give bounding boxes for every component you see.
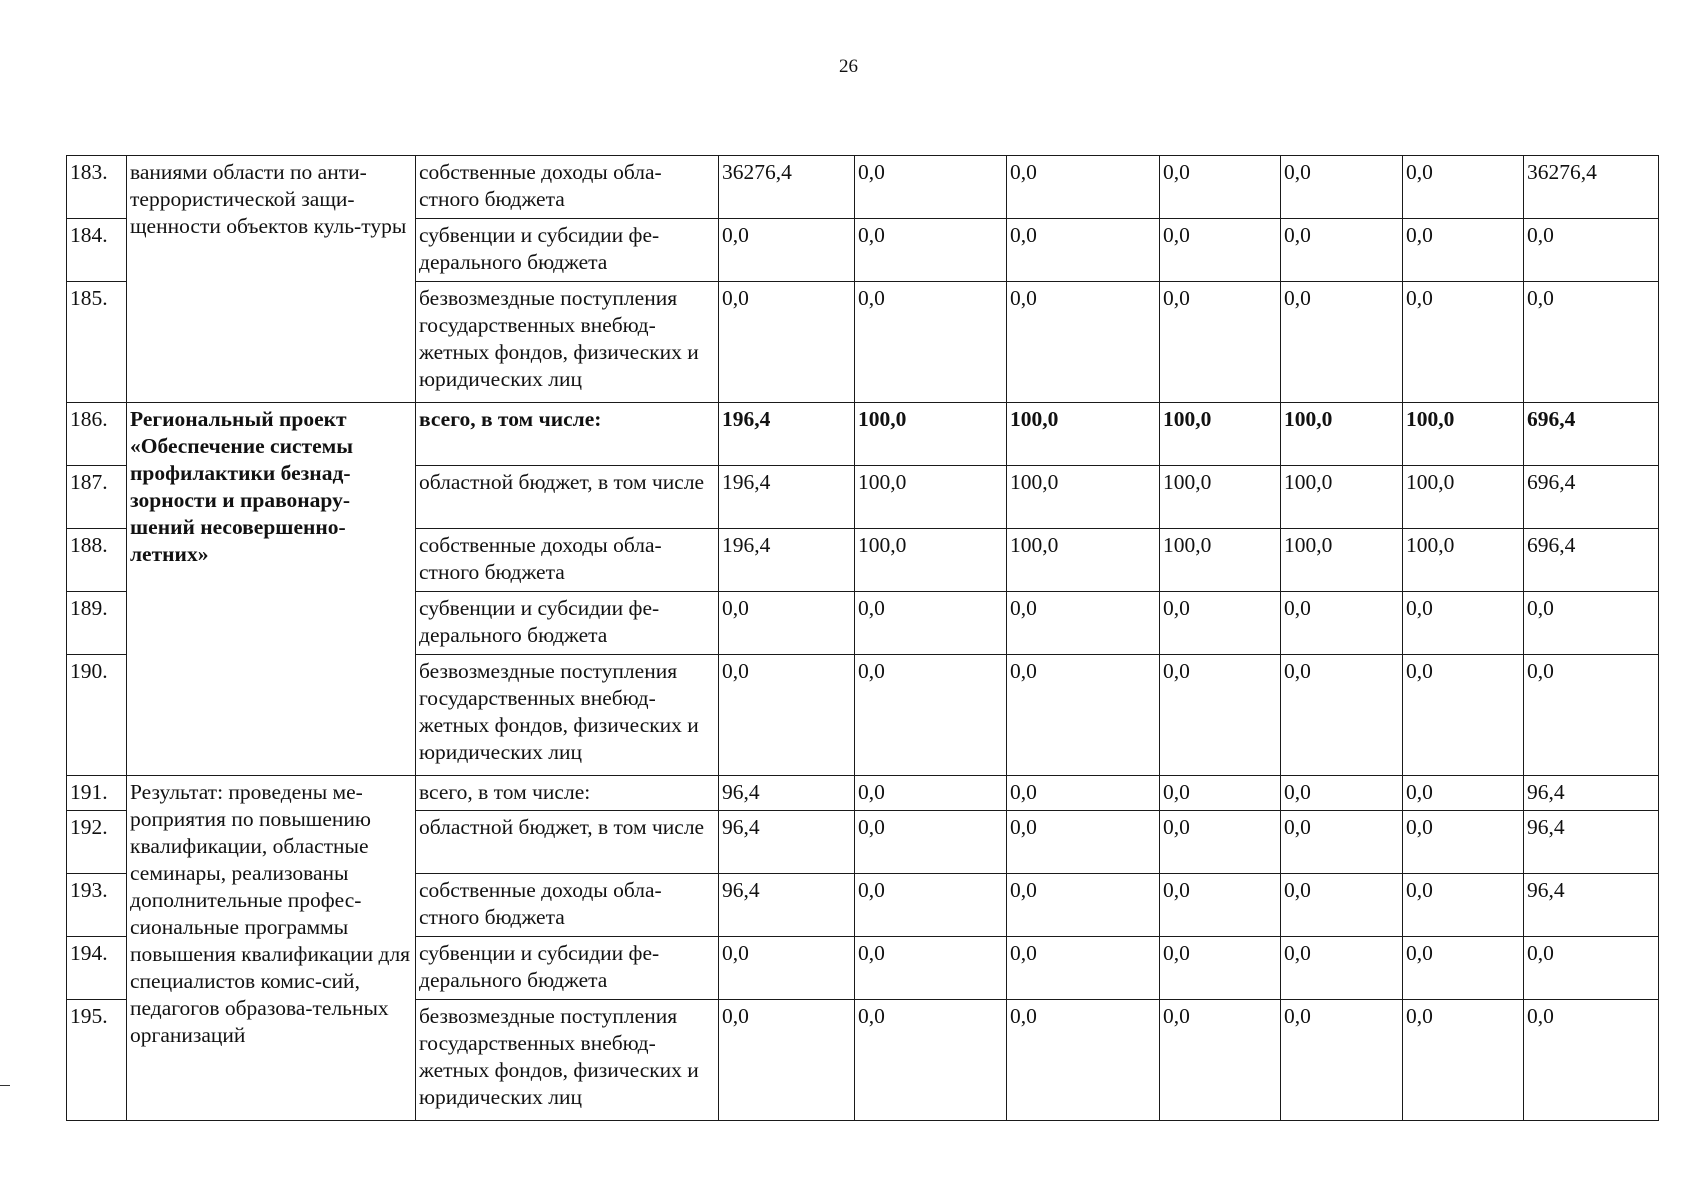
year-value: 96,4: [719, 776, 855, 811]
year-value: 100,0: [1403, 529, 1524, 592]
year-value: 0,0: [1403, 219, 1524, 282]
year-value: 0,0: [1007, 219, 1160, 282]
year-value: 0,0: [1160, 874, 1281, 937]
year-value: 100,0: [1007, 466, 1160, 529]
year-value: 196,4: [719, 529, 855, 592]
year-value: 0,0: [719, 592, 855, 655]
year-value: 0,0: [1281, 592, 1403, 655]
year-value: 0,0: [1403, 811, 1524, 874]
total-value: 0,0: [1524, 592, 1659, 655]
year-value: 100,0: [1281, 403, 1403, 466]
year-value: 0,0: [1403, 592, 1524, 655]
year-value: 0,0: [1403, 1000, 1524, 1121]
year-value: 100,0: [1160, 466, 1281, 529]
total-value: 696,4: [1524, 403, 1659, 466]
total-value: 96,4: [1524, 811, 1659, 874]
year-value: 0,0: [855, 1000, 1007, 1121]
funding-source: субвенции и субсидии фе-дерального бюджета: [416, 937, 719, 1000]
year-value: 0,0: [719, 219, 855, 282]
year-value: 0,0: [1160, 282, 1281, 403]
year-value: 100,0: [855, 466, 1007, 529]
year-value: 0,0: [1160, 156, 1281, 219]
row-number: 194.: [67, 937, 127, 1000]
funding-source: собственные доходы обла-стного бюджета: [416, 529, 719, 592]
table-row: [67, 776, 1659, 811]
row-number: 185.: [67, 282, 127, 403]
year-value: 0,0: [1281, 811, 1403, 874]
year-value: 0,0: [1281, 874, 1403, 937]
total-value: 0,0: [1524, 655, 1659, 776]
funding-source: областной бюджет, в том числе: [416, 811, 719, 874]
year-value: 0,0: [719, 282, 855, 403]
year-value: 100,0: [1007, 403, 1160, 466]
year-value: 36276,4: [719, 156, 855, 219]
year-value: 0,0: [1403, 937, 1524, 1000]
year-value: 0,0: [1007, 655, 1160, 776]
year-value: 96,4: [719, 874, 855, 937]
funding-source: субвенции и субсидии фе-дерального бюджета: [416, 592, 719, 655]
item-description: ваниями области по анти-террористической защи-щенности объектов куль-туры: [127, 156, 416, 403]
year-value: 0,0: [1160, 219, 1281, 282]
year-value: 0,0: [1403, 282, 1524, 403]
year-value: 0,0: [1007, 937, 1160, 1000]
year-value: 0,0: [1007, 156, 1160, 219]
year-value: 0,0: [1281, 156, 1403, 219]
total-value: 0,0: [1524, 937, 1659, 1000]
year-value: 0,0: [855, 655, 1007, 776]
year-value: 196,4: [719, 403, 855, 466]
year-value: 0,0: [855, 282, 1007, 403]
year-value: 0,0: [1160, 655, 1281, 776]
year-value: 100,0: [1403, 466, 1524, 529]
year-value: 0,0: [855, 874, 1007, 937]
row-number: 191.: [67, 776, 127, 811]
year-value: 0,0: [1281, 219, 1403, 282]
year-value: 0,0: [1160, 937, 1281, 1000]
item-description: Региональный проект «Обеспечение системы профилактики безнад-зорности и правонару-шений несовершенно-летних»: [127, 403, 416, 776]
year-value: 0,0: [1281, 776, 1403, 811]
year-value: 0,0: [855, 219, 1007, 282]
funding-source: субвенции и субсидии фе-дерального бюджета: [416, 219, 719, 282]
row-number: 190.: [67, 655, 127, 776]
year-value: 0,0: [719, 1000, 855, 1121]
total-value: 696,4: [1524, 466, 1659, 529]
row-number: 186.: [67, 403, 127, 466]
year-value: 0,0: [855, 592, 1007, 655]
budget-table: [66, 155, 1659, 1121]
funding-source: всего, в том числе:: [416, 403, 719, 466]
total-value: 696,4: [1524, 529, 1659, 592]
row-number: 188.: [67, 529, 127, 592]
year-value: 0,0: [719, 937, 855, 1000]
year-value: 100,0: [1160, 529, 1281, 592]
year-value: 0,0: [855, 937, 1007, 1000]
row-number: 189.: [67, 592, 127, 655]
year-value: 0,0: [1160, 811, 1281, 874]
year-value: 96,4: [719, 811, 855, 874]
total-value: 36276,4: [1524, 156, 1659, 219]
year-value: 0,0: [855, 156, 1007, 219]
row-number: 184.: [67, 219, 127, 282]
year-value: 0,0: [1160, 1000, 1281, 1121]
year-value: 0,0: [855, 811, 1007, 874]
year-value: 0,0: [1160, 592, 1281, 655]
row-number: 193.: [67, 874, 127, 937]
year-value: 0,0: [1007, 282, 1160, 403]
total-value: 96,4: [1524, 776, 1659, 811]
year-value: 0,0: [1160, 776, 1281, 811]
year-value: 0,0: [855, 776, 1007, 811]
year-value: 0,0: [1403, 156, 1524, 219]
year-value: 0,0: [1281, 937, 1403, 1000]
year-value: 100,0: [1403, 403, 1524, 466]
margin-mark: [0, 1085, 10, 1086]
year-value: 0,0: [1403, 776, 1524, 811]
funding-source: собственные доходы обла-стного бюджета: [416, 874, 719, 937]
funding-source: безвозмездные поступления государственных внебюд-жетных фондов, физических и юридических лиц: [416, 1000, 719, 1121]
year-value: 0,0: [1281, 1000, 1403, 1121]
year-value: 0,0: [1403, 874, 1524, 937]
item-description: Результат: проведены ме-роприятия по повышению квалификации, областные семинары, реализованы дополнительные профес-сиональные программы повышения квалификации для специалистов комис-сий, педагогов образова-тельных организаций: [127, 776, 416, 1121]
table-row: [67, 403, 1659, 466]
row-number: 187.: [67, 466, 127, 529]
total-value: 0,0: [1524, 282, 1659, 403]
year-value: 0,0: [1007, 776, 1160, 811]
funding-source: собственные доходы обла-стного бюджета: [416, 156, 719, 219]
year-value: 0,0: [1007, 1000, 1160, 1121]
funding-source: безвозмездные поступления государственных внебюд-жетных фондов, физических и юридических лиц: [416, 655, 719, 776]
total-value: 96,4: [1524, 874, 1659, 937]
row-number: 192.: [67, 811, 127, 874]
year-value: 0,0: [1281, 282, 1403, 403]
page-number: 26: [839, 56, 858, 77]
table-row: [67, 156, 1659, 219]
year-value: 0,0: [1007, 811, 1160, 874]
year-value: 100,0: [855, 529, 1007, 592]
year-value: 0,0: [1007, 592, 1160, 655]
year-value: 0,0: [1007, 874, 1160, 937]
year-value: 100,0: [855, 403, 1007, 466]
funding-source: безвозмездные поступления государственных внебюд-жетных фондов, физических и юридических лиц: [416, 282, 719, 403]
funding-source: всего, в том числе:: [416, 776, 719, 811]
funding-source: областной бюджет, в том числе: [416, 466, 719, 529]
row-number: 195.: [67, 1000, 127, 1121]
year-value: 196,4: [719, 466, 855, 529]
year-value: 100,0: [1160, 403, 1281, 466]
year-value: 0,0: [719, 655, 855, 776]
year-value: 100,0: [1281, 466, 1403, 529]
year-value: 100,0: [1281, 529, 1403, 592]
year-value: 0,0: [1403, 655, 1524, 776]
year-value: 0,0: [1281, 655, 1403, 776]
year-value: 100,0: [1007, 529, 1160, 592]
row-number: 183.: [67, 156, 127, 219]
total-value: 0,0: [1524, 1000, 1659, 1121]
total-value: 0,0: [1524, 219, 1659, 282]
